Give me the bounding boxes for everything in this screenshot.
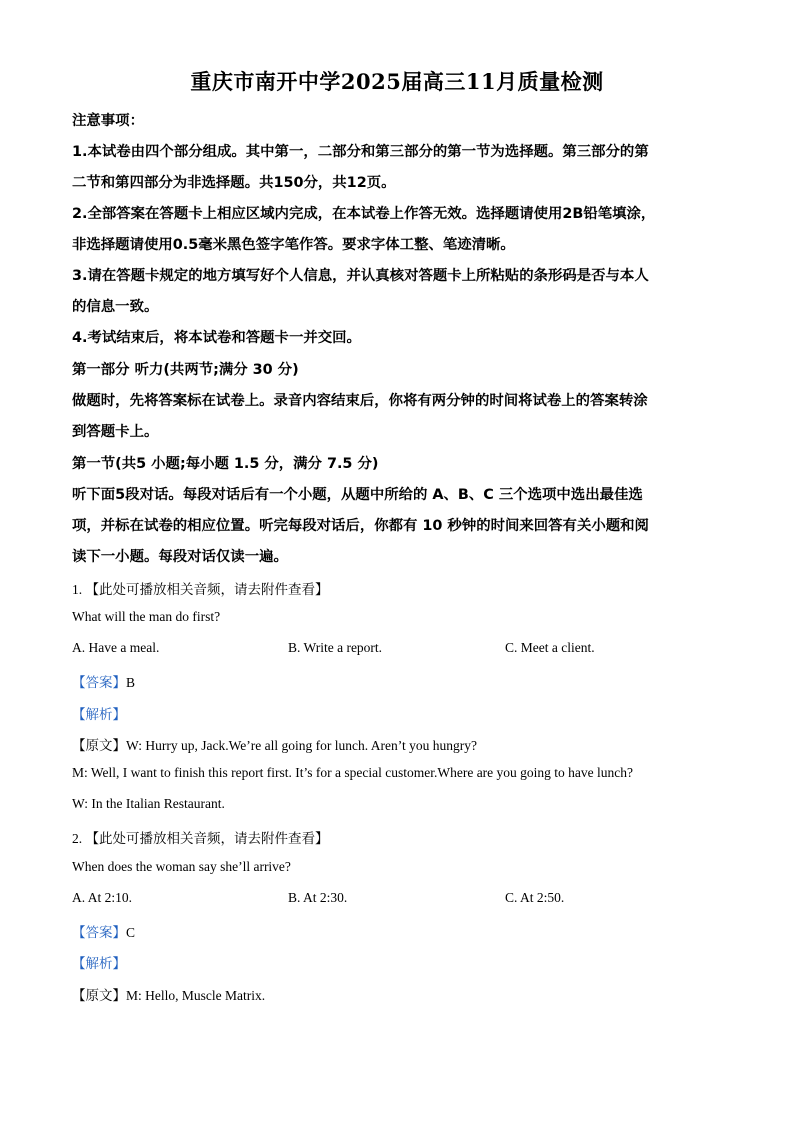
notice-line: 二节和第四部分为非选择题。共150分，共12页。 <box>72 175 396 191</box>
answer-value: C <box>126 925 136 940</box>
transcript-line: W: In the Italian Restaurant. <box>72 796 225 811</box>
notice-line: 4.考试结束后，将本试卷和答题卡一并交回。 <box>72 330 361 346</box>
transcript-text: W: Hurry up, Jack.We’re all going for lunch. Aren’t you hungry? <box>126 738 477 753</box>
question-text: When does the woman say she’ll arrive? <box>72 859 291 874</box>
notice-line: 3.请在答题卡规定的地方填写好个人信息，并认真核对答题卡上所粘贴的条形码是否与本人 <box>72 268 649 284</box>
section-intro-line: 听下面5段对话。每段对话后有一个小题，从题中所给的 A、B、C 三个选项中选出最佳选 <box>72 487 643 503</box>
section-intro-line: 项，并标在试卷的相应位置。听完每段对话后，你都有 10 秒钟的时间来回答有关小题和阅 <box>72 518 649 534</box>
answer-tag: 【答案】 <box>72 925 126 940</box>
option-a: A. At 2:10. <box>72 890 133 905</box>
section-intro-line: 读下一小题。每段对话仅读一遍。 <box>72 549 288 565</box>
answer-value: B <box>126 675 136 690</box>
part1-intro-line: 做题时，先将答案标在试卷上。录音内容结束后，你将有两分钟的时间将试卷上的答案转涂 <box>72 393 648 409</box>
part1-heading: 第一部分 听力(共两节;满分 30 分) <box>72 362 299 378</box>
notice-line: 非选择题请使用0.5毫米黑色签字笔作答。要求字体工整、笔迹清晰。 <box>72 237 515 253</box>
transcript-tag: 【原文】 <box>72 738 126 753</box>
analysis-tag: 【解析】 <box>72 707 126 722</box>
transcript-text: M: Hello, Muscle Matrix. <box>126 988 266 1003</box>
transcript-line: M: Well, I want to finish this report first. It’s for a special customer.Where are you going to have lunch? <box>72 765 634 780</box>
analysis-tag: 【解析】 <box>72 956 126 971</box>
answer-line <box>72 671 135 691</box>
notice-line: 的信息一致。 <box>72 299 159 315</box>
question-text: What will the man do first? <box>72 609 221 624</box>
option-a: A. Have a meal. <box>72 640 160 655</box>
option-c: C. Meet a client. <box>505 640 595 655</box>
transcript-tag: 【原文】 <box>72 988 126 1003</box>
notice-heading: 注意事项： <box>72 113 144 129</box>
notice-line: 1.本试卷由四个部分组成。其中第一，二部分和第三部分的第一节为选择题。第三部分的第 <box>72 144 649 160</box>
answer-line <box>72 921 135 941</box>
page-title: 重庆市南开中学2025届高三11月质量检测 <box>190 69 604 94</box>
transcript-line <box>72 734 477 754</box>
part1-intro-line: 到答题卡上。 <box>72 424 159 440</box>
option-c: C. At 2:50. <box>505 890 565 905</box>
section-heading: 第一节(共5 小题;每小题 1.5 分，满分 7.5 分) <box>72 456 379 472</box>
option-b: B. Write a report. <box>288 640 383 655</box>
notice-line: 2.全部答案在答题卡上相应区域内完成，在本试卷上作答无效。选择题请使用2B铅笔填涂， <box>72 206 656 222</box>
option-b: B. At 2:30. <box>288 890 348 905</box>
transcript-line <box>72 984 265 1004</box>
question-stem: 1. 【此处可播放相关音频，请去附件查看】 <box>72 582 329 597</box>
answer-tag: 【答案】 <box>72 675 126 690</box>
question-stem: 2. 【此处可播放相关音频，请去附件查看】 <box>72 831 329 846</box>
